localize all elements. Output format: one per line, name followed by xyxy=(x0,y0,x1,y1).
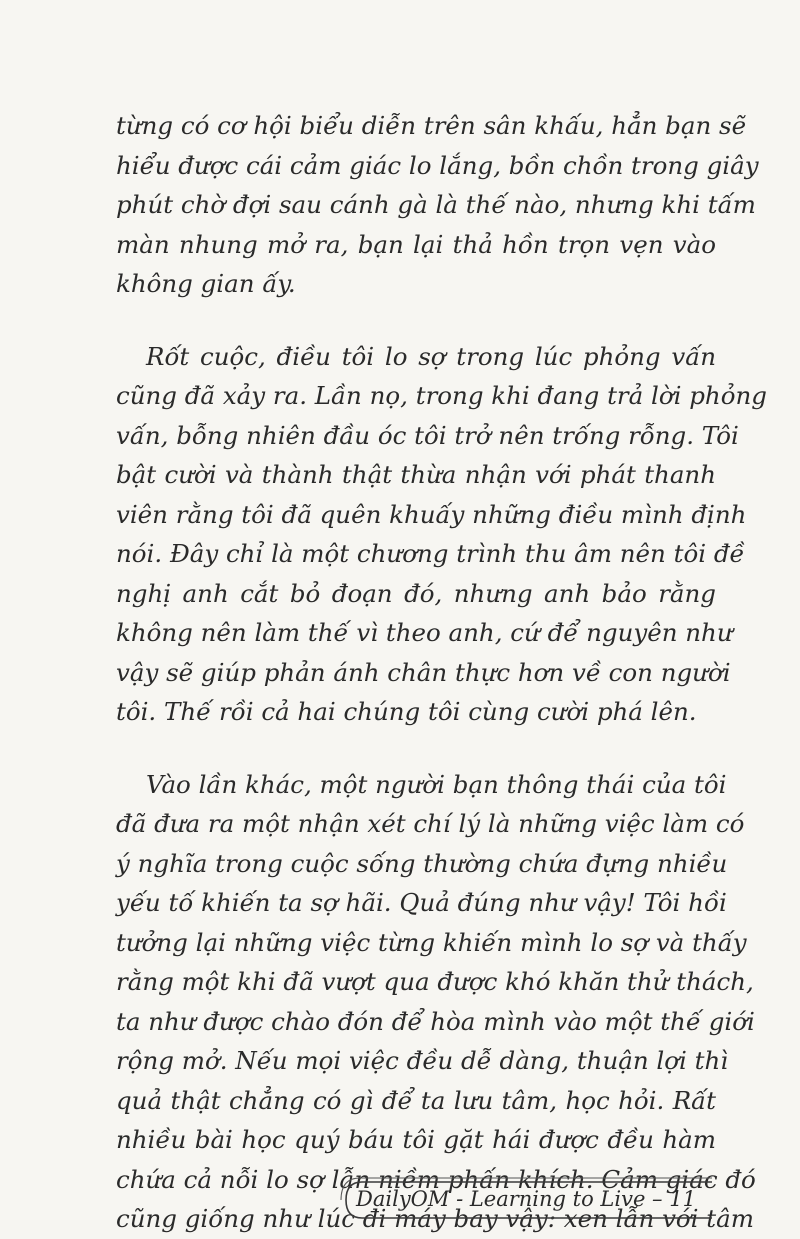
text-line: quả thật chẳng có gì để ta lưu tâm, học hỏi. Rất xyxy=(116,1085,716,1115)
page-footer xyxy=(340,1176,712,1218)
text-line: đã đưa ra một nhận xét chí lý là những việc làm có xyxy=(116,809,745,838)
text-line: ta như được chào đón để hòa mình vào một thế giới xyxy=(116,1006,755,1036)
text-line: nghị anh cắt bỏ đoạn đó, nhưng anh bảo rằng xyxy=(116,578,716,608)
text-line: nói. Đây chỉ là một chương trình thu âm nên tôi đề xyxy=(116,539,745,568)
text-line: ý nghĩa trong cuộc sống thường chứa đựng nhiều xyxy=(116,848,728,878)
body-text xyxy=(116,106,767,1239)
text-line: cũng giống như lúc đi máy bay vậy: xen lẫn với tâm xyxy=(116,1204,754,1233)
text-line: không gian ấy. xyxy=(116,269,296,298)
footer-running-title: DailyOM - Learning to Live – 11 xyxy=(356,1187,696,1211)
paragraph-3 xyxy=(116,765,756,1239)
text-line: yếu tố khiến ta sợ hãi. Quả đúng như vậy! Tôi hồi xyxy=(116,888,727,917)
text-line: tôi. Thế rồi cả hai chúng tôi cùng cười phá lên. xyxy=(116,697,697,726)
text-line: Rốt cuộc, điều tôi lo sợ trong lúc phỏng vấn xyxy=(146,341,716,371)
text-line: cũng đã xảy ra. Lần nọ, trong khi đang trả lời phỏng xyxy=(116,381,767,410)
text-line: màn nhung mở ra, bạn lại thả hồn trọn vẹn vào xyxy=(116,229,716,259)
text-line: từng có cơ hội biểu diễn trên sân khấu, hẳn bạn sẽ xyxy=(116,111,747,140)
text-line: Vào lần khác, một người bạn thông thái của tôi xyxy=(146,769,727,799)
text-line: hiểu được cái cảm giác lo lắng, bồn chồn trong giây xyxy=(116,150,759,180)
text-line: rộng mở. Nếu mọi việc đều dễ dàng, thuận lợi thì xyxy=(116,1046,729,1075)
text-line: vấn, bỗng nhiên đầu óc tôi trở nên trống rỗng. Tôi xyxy=(116,420,739,450)
text-line: phút chờ đợi sau cánh gà là thế nào, nhưng khi tấm xyxy=(116,190,756,219)
text-line: rằng một khi đã vượt qua được khó khăn thử thách, xyxy=(116,967,754,996)
text-line: không nên làm thế vì theo anh, cứ để nguyên như xyxy=(116,618,733,647)
text-line: vậy sẽ giúp phản ánh chân thực hơn về con người xyxy=(116,657,731,687)
paragraph-2 xyxy=(116,337,767,732)
text-line: bật cười và thành thật thừa nhận với phát thanh xyxy=(116,460,716,489)
text-line: chứa cả nỗi lo sợ lẫn niềm phấn khích. Cảm giác đó xyxy=(116,1164,756,1194)
paragraph-1 xyxy=(116,106,759,304)
text-line: tưởng lại những việc từng khiến mình lo sợ và thấy xyxy=(116,927,747,957)
text-line: viên rằng tôi đã quên khuấy những điều mình định xyxy=(116,499,747,529)
text-line: nhiều bài học quý báu tôi gặt hái được đều hàm xyxy=(116,1125,716,1154)
